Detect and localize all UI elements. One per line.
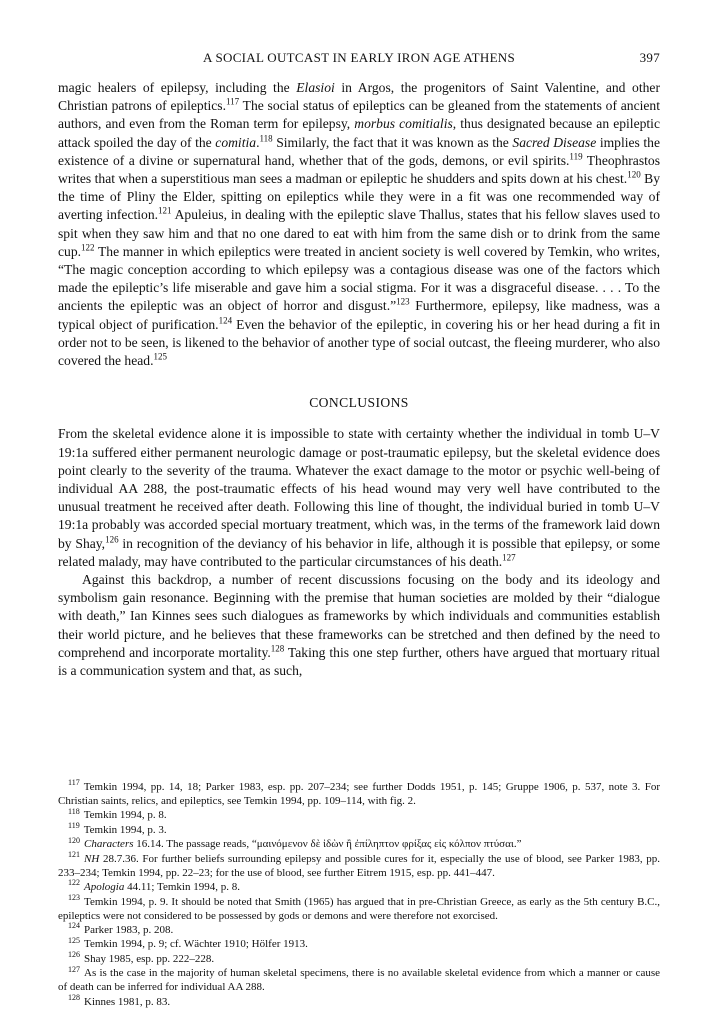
- footnote-ref[interactable]: 124: [218, 315, 233, 326]
- footnote-128: [58, 995, 660, 1009]
- footnote-120: [58, 837, 660, 851]
- paragraph-epilepsy: [58, 79, 660, 370]
- footnote-number: 124: [68, 921, 80, 931]
- text-run: , thus designated because an epileptic attack spoiled the day of the: [58, 116, 660, 150]
- text-run: Similarly, the fact that it was known as the: [272, 134, 513, 150]
- italic-term: Elasioi: [296, 80, 335, 95]
- footnote-number: 117: [68, 778, 80, 788]
- footnote-122: [58, 880, 660, 894]
- footnote-number: 127: [68, 964, 80, 974]
- running-header: [58, 50, 660, 72]
- footnote-117: [58, 780, 660, 808]
- italic-term: comitia: [215, 134, 257, 150]
- footnotes: [58, 780, 660, 1009]
- text-run: Theophrastos writes that when a superstitious man sees a madman or epileptic he shudders and spits down at his chest.: [58, 152, 660, 187]
- text-run: implies the existence of a divine or supernatural hand, whether that of the gods, demons, or evil spirits.: [58, 134, 661, 168]
- paragraph-conclusions-1: [58, 425, 660, 571]
- text-run: magic healers of epilepsy, including the: [58, 80, 297, 95]
- footnote-118: [58, 808, 660, 822]
- body-text: [58, 79, 660, 680]
- footnote-source-title: Characters: [84, 838, 134, 851]
- page-number: 397: [639, 50, 660, 65]
- footnote-119: [58, 823, 660, 837]
- text-run: Taking this one step further, others have argued that mortuary ritual is a communication system and that, as such,: [58, 644, 660, 679]
- footnote-text: Shay 1985, esp. pp. 222–228.: [84, 952, 215, 965]
- footnote-ref[interactable]: 128: [270, 643, 285, 654]
- text-run: Even the behavior of the epileptic, in covering his or her head during a fit in order not to be seen, is likened to the behavior of another type of social outcast, the fleeing murderer, who also covered the head.: [58, 316, 660, 369]
- text-run: Against this backdrop, a number of recent discussions focusing on the body and its ideology and symbolism gain resonance. Beginning with the premise that human societies are molded by their “dialogue with death,” Ian Kinnes sees such dialogues as frameworks by which individuals and communities establish their world picture, and he believes that these frameworks can be stretched and then defined by the need to comprehend and incorporate mortality.: [58, 572, 660, 660]
- text-run: Apuleius, in dealing with the epileptic slave Thallus, states that his fellow slaves used to spit when they saw him and that no one dared to eat with him from the same dish or to drink from the same cup.: [58, 207, 660, 259]
- footnote-text: Temkin 1994, p. 9; cf. Wächter 1910; Hölfer 1913.: [84, 938, 308, 951]
- footnote-text: 16.14. The passage reads, “μαινόμενον δὲ ἰδὼν ἢ ἐπίληπτον φρίξας εἰς κόλπον πτύσαι.”: [133, 838, 522, 851]
- text-run: Furthermore, epilepsy, like madness, was a typical object of purification.: [58, 298, 660, 332]
- footnote-number: 125: [68, 935, 80, 945]
- footnote-ref[interactable]: 127: [502, 552, 516, 563]
- footnote-number: 123: [68, 892, 80, 902]
- footnote-ref[interactable]: 120: [627, 169, 641, 180]
- footnote-number: 119: [68, 821, 80, 831]
- footnote-text: 44.11; Temkin 1994, p. 8.: [124, 881, 240, 894]
- footnote-125: [58, 937, 660, 951]
- footnote-ref[interactable]: 118: [259, 133, 273, 144]
- footnote-number: 121: [68, 850, 80, 859]
- footnote-text: Temkin 1994, p. 9. It should be noted that Smith (1965) has argued that in pre-Christian Greece, as early as the 5th century B.C., epileptics were not considered to be possessed by gods or demons and were therefore not exorcised.: [58, 895, 660, 922]
- text-run: The social status of epileptics can be gleaned from the statements of ancient authors, and even from the Roman term for epilepsy,: [58, 98, 660, 132]
- footnote-ref[interactable]: 121: [158, 205, 172, 216]
- footnote-121: [58, 852, 660, 880]
- italic-term: morbus comitialis: [354, 116, 453, 132]
- text-run: The manner in which epileptics were treated in ancient society is well covered by Temkin, who writes, “The magic conception according to which epilepsy was a contagious disease was one of the factors which made the epileptic’s life miserable and gave him a social stigma. For it was a disgraceful disease. . . . To the ancients the epileptic was an object of horror and disgust.”: [58, 243, 660, 314]
- footnote-ref[interactable]: 122: [81, 242, 95, 253]
- italic-term: Sacred Disease: [512, 134, 597, 150]
- footnote-source-title: NH: [84, 852, 100, 865]
- text-run: .: [256, 134, 260, 150]
- footnote-124: [58, 923, 660, 937]
- text-run: By the time of Pliny the Elder, spitting on epileptics while they were in a fit was one recommended way of averting infection.: [58, 171, 660, 223]
- footnote-text: Temkin 1994, p. 8.: [83, 809, 167, 822]
- footnote-ref[interactable]: 125: [153, 351, 167, 362]
- text-run: in recognition of the deviancy of his behavior in life, although it is possible that epilepsy, or some related malady, may have contributed to the particular circumstances of his death.: [58, 535, 661, 569]
- text-run: in Argos, the progenitors of Saint Valentine, and other Christian patrons of epileptics.: [58, 80, 660, 114]
- paragraph-conclusions-2: [58, 571, 660, 680]
- footnote-127: [58, 966, 660, 994]
- footnote-number: 128: [68, 993, 80, 1003]
- footnote-text: Temkin 1994, p. 3.: [83, 823, 167, 836]
- footnote-ref[interactable]: 126: [105, 534, 119, 545]
- footnote-number: 118: [68, 806, 80, 816]
- footnote-number: 122: [68, 878, 80, 888]
- running-title: A SOCIAL OUTCAST IN EARLY IRON AGE ATHENS: [202, 50, 516, 65]
- text-run: From the skeletal evidence alone it is impossible to state with certainty whether the individual in tomb U–V 19:1a suffered either permanent neurologic damage or post-traumatic epilepsy, but the skeletal evidence does point clearly to the severity of the trauma. Whatever the exact damage to the motor or psychic well-being of individual AA 288, the post-traumatic effects of his head wound may very well have contributed to the unusual treatment he received after death. Following this line of thought, the individual buried in tomb U–V 19:1a probably was accorded special mortuary treatment, which was, in the terms of the framework laid down by Shay,: [58, 426, 660, 551]
- footnote-source-title: Apologia: [84, 881, 125, 894]
- footnote-ref[interactable]: 117: [225, 96, 240, 107]
- footnote-ref[interactable]: 123: [396, 296, 410, 307]
- footnote-text: 28.7.36. For further beliefs surrounding epilepsy and possible cures for it, especially the use of blood, see Parker 1983, pp. 233–234; Temkin 1994, pp. 22–23; for the use of blood, see further Eitrem 1915, esp. pp. 441–447.: [58, 852, 660, 879]
- footnote-text: Parker 1983, p. 208.: [84, 924, 174, 937]
- footnote-number: 120: [68, 835, 80, 845]
- footnote-123: [58, 892, 660, 923]
- section-heading: CONCLUSIONS: [309, 395, 409, 411]
- footnote-126: [58, 952, 660, 966]
- footnote-text: Kinnes 1981, p. 83.: [84, 995, 171, 1008]
- footnote-number: 126: [68, 950, 80, 960]
- footnote-text: Temkin 1994, pp. 14, 18; Parker 1983, esp. pp. 207–234; see further Dodds 1951, p. 145; Gruppe 1906, p. 537, note 3. For Christian saints, relics, and epileptics, see Temkin 1994, pp. 109–114, with fig. 2.: [58, 781, 660, 808]
- footnote-text: As is the case in the majority of human skeletal specimens, there is no available skeletal evidence from which a manner or cause of death can be inferred for individual AA 288.: [58, 967, 660, 994]
- footnote-ref[interactable]: 119: [569, 151, 583, 162]
